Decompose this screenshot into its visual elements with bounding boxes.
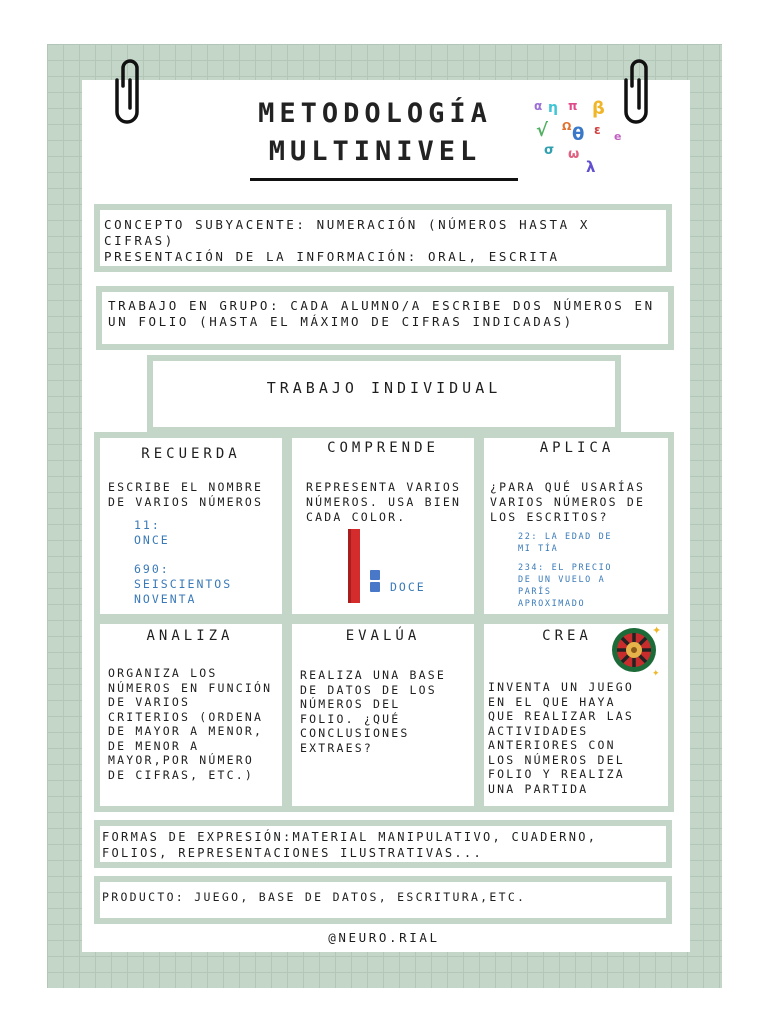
roulette-wheel-icon — [608, 624, 662, 678]
recuerda-example-1: 11: ONCE — [134, 518, 170, 547]
card-comprende-title: COMPRENDE — [327, 440, 439, 456]
svg-text:β: β — [592, 98, 605, 119]
page-title-line2: MULTINIVEL — [268, 136, 482, 167]
aplica-example-2: 234: EL PRECIO DE UN VUELO A PARÍS APROXIMADO — [518, 563, 613, 609]
page-title-line1: METODOLOGÍA — [258, 98, 492, 129]
group-work-text: TRABAJO EN GRUPO: CADA ALUMNO/A ESCRIBE DOS NÚMEROS EN UN FOLIO (HASTA EL MÁXIMO DE CIFRAS INDICADAS) — [108, 298, 665, 329]
recuerda-example-2: 690: SEISCIENTOS NOVENTA — [134, 562, 233, 606]
card-crea-title: CREA — [542, 628, 592, 644]
svg-text:Ω: Ω — [562, 120, 572, 133]
svg-text:η: η — [548, 100, 558, 116]
svg-text:σ: σ — [544, 143, 555, 158]
card-analiza-title: ANALIZA — [146, 628, 234, 644]
producto-text: PRODUCTO: JUEGO, BASE DE DATOS, ESCRITURA,ETC. — [102, 890, 527, 904]
aplica-example-1: 22: LA EDAD DE MI TÍA — [518, 532, 613, 554]
individual-work-title: TRABAJO INDIVIDUAL — [266, 379, 502, 397]
svg-text:ω: ω — [568, 147, 580, 162]
card-aplica-text: ¿PARA QUÉ USARÍAS VARIOS NÚMEROS DE LOS ESCRITOS? — [490, 480, 646, 524]
svg-text:✦: ✦ — [652, 669, 660, 678]
base-ten-blocks-icon — [340, 526, 390, 606]
card-analiza-text: ORGANIZA LOS NÚMEROS EN FUNCIÓN DE VARIOS CRITERIOS (ORDENA DE MAYOR A MENOR, DE MENOR A MAYOR,POR NÚMERO DE CIFRAS, ETC.) — [108, 666, 273, 782]
producto-box — [94, 876, 672, 924]
card-recuerda-text: ESCRIBE EL NOMBRE DE VARIOS NÚMEROS — [108, 480, 264, 509]
card-comprende-text: REPRESENTA VARIOS NÚMEROS. USA BIEN CADA COLOR. — [306, 480, 462, 524]
comprende-example: DOCE — [390, 580, 426, 594]
card-evalua-text: REALIZA UNA BASE DE DATOS DE LOS NÚMEROS DEL FOLIO. ¿QUÉ CONCLUSIONES EXTRAES? — [300, 668, 446, 755]
card-aplica-title: APLICA — [539, 440, 615, 456]
concept-box — [94, 204, 672, 272]
svg-text:e: e — [614, 130, 622, 143]
greek-letters-icon — [528, 96, 628, 176]
formas-box — [94, 820, 672, 868]
svg-text:✦: ✦ — [652, 624, 662, 637]
group-work-box — [96, 286, 674, 350]
formas-text: FORMAS DE EXPRESIÓN:MATERIAL MANIPULATIVO, CUADERNO, FOLIOS, REPRESENTACIONES ILUSTRATIVAS... — [102, 830, 598, 860]
card-recuerda-title: RECUERDA — [141, 446, 241, 462]
svg-text:λ: λ — [586, 158, 596, 176]
footer-handle: @NEURO.RIAL — [328, 930, 440, 945]
paperclip-left-icon — [113, 58, 147, 130]
svg-text:ε: ε — [594, 123, 601, 137]
concept-text: CONCEPTO SUBYACENTE: NUMERACIÓN (NÚMEROS HASTA X CIFRAS) PRESENTACIÓN DE LA INFORMACIÓN: ORAL, ESCRITA — [104, 217, 591, 264]
svg-text:π: π — [568, 99, 578, 113]
card-crea-text: INVENTA UN JUEGO EN EL QUE HAYA QUE REALIZAR LAS ACTIVIDADES ANTERIORES CON LOS NÚMEROS DEL FOLIO Y REALIZA UNA PARTIDA — [488, 680, 634, 796]
svg-text:θ: θ — [572, 124, 585, 145]
card-evalua-title: EVALÚA — [345, 628, 421, 644]
title-underline — [250, 178, 518, 181]
svg-text:√: √ — [536, 120, 549, 141]
individual-work-box — [147, 355, 621, 433]
svg-text:α: α — [534, 99, 543, 113]
